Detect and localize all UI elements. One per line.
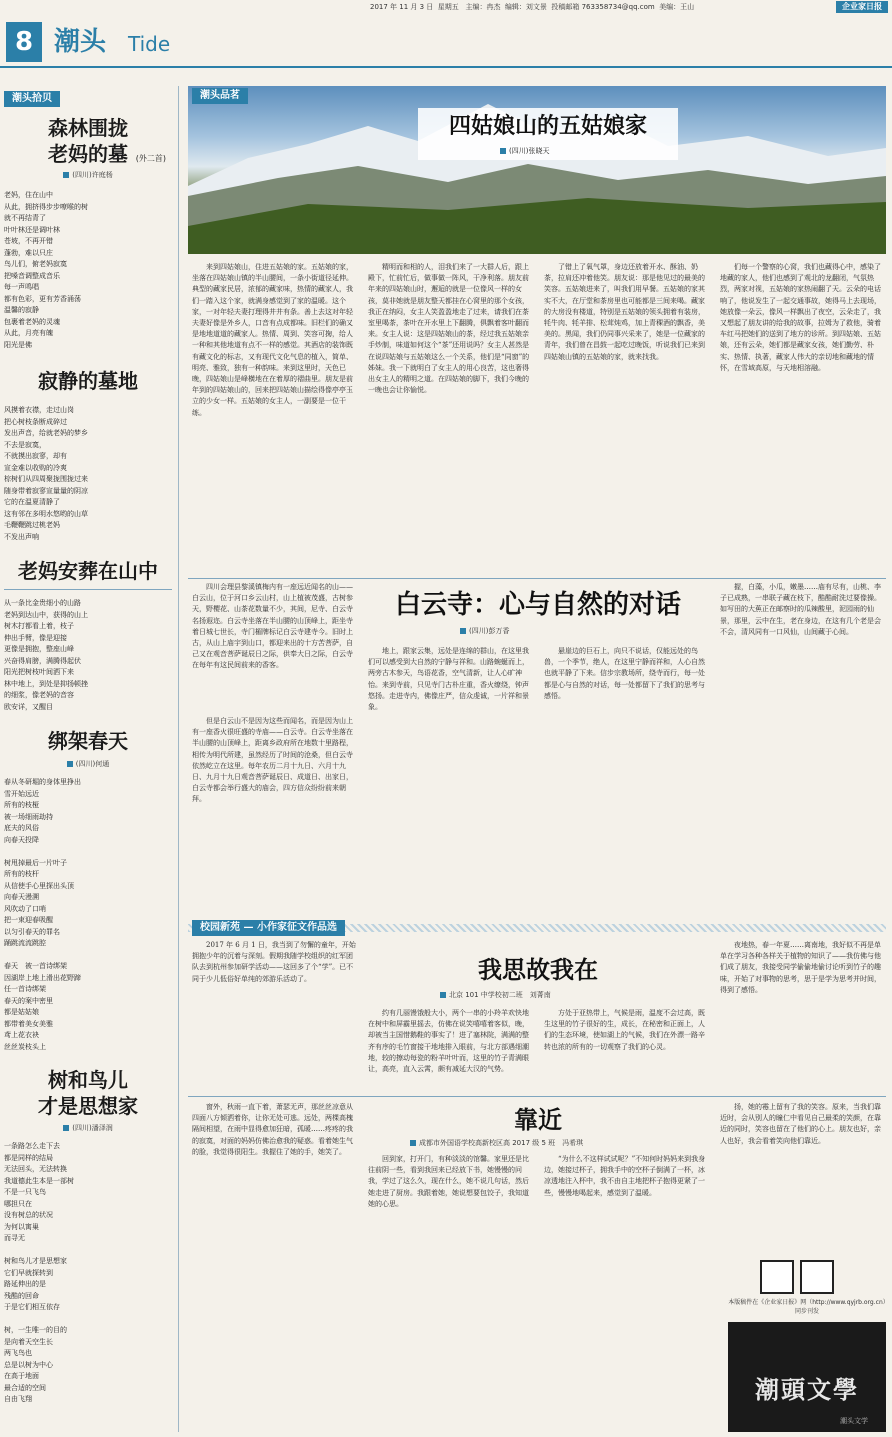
- poem-line: 所有的枝杆: [4, 870, 39, 878]
- poem-line: 于是它们相互依存: [4, 1303, 60, 1311]
- article-3-col-3: 夜地热，春一年夏……离南地，我好似不再是单单在学习各种各样关于植物的知识了——我仿佛与他们成了朋友，我接受同学偷偷地偷讨论听到竹子的趣味，开始了对事物的思考，思于是学为思考并时间，得到了感悟。: [720, 941, 881, 994]
- poem-1-body: [4, 190, 172, 351]
- article-3-col-1: 约有几丽馒饿般大小，两个一串的小羚羊欢快地在树中和屏霸里摇去，仿佛在说笑嘻嘻着客似，晚，却被当主国惜鹅鞋的事实了！进了塞林院，满满的整齐有序的毛竹窗接干地地排入眼前，与北方部遇细潮地，较的擦动每瓷的粉羊叶叶而，这里的竹子青满眼让，高亮，直入云霄，颇有减延大汉的气势。: [368, 1009, 529, 1074]
- poem-4-author: (四川)何通: [75, 760, 110, 768]
- poem-line: 宣金难以收购的冷爽: [4, 463, 67, 472]
- byline-marker: [67, 761, 73, 767]
- poem-line: 不就摸出寂寥，却有: [4, 452, 67, 460]
- byline-marker: [63, 172, 69, 178]
- poem-line: 蓬勃，难以只庄: [4, 248, 53, 257]
- poem-line: 伸出手臂，像是迎接: [4, 633, 67, 642]
- poem-5-title: 树和鸟儿 才是思想家: [38, 1068, 138, 1118]
- poem-line: 都有色彩，更有芳香涌荡: [4, 294, 81, 303]
- column-divider: [178, 86, 179, 1432]
- poem-line: 随身带着寂寥宣量量的阴凉: [4, 486, 88, 495]
- poem-line: 鸢上花衣袂: [4, 1031, 39, 1039]
- left-section-tag: 潮头拾贝: [4, 91, 60, 107]
- poem-line: 路延伸出的是: [4, 1280, 46, 1288]
- poem-5-author: (四川)潘泽润: [72, 1124, 113, 1132]
- article-1-col-3: 了错上了氧气罩，身边还放着开水、酥油、奶茶，拉肩还冲着他笑。朋友说：那是他见过的最美的笑容。五姑娘进来了，叫我们用早餐。五姑娘的家其实不大，在厅堂和茶房里也可能都是三间来喝。藏家的大房没有楼道，特别是五姑娘的领头拥着有装房，牦牛肉、牦羊排、松茸炖鸡，加上青稞酒的飘香，美美的。黑闻，我们仍同事兴采来了，她是一位藏家的青年，我们曾在昌鼓一起吃过晚饭，听说我们已来到四姑娘山镇的五姑娘的家，就来找我。: [544, 263, 705, 361]
- newspaper-brand: 企业家日报: [836, 1, 888, 13]
- poem-line: 风吹动了口哨: [4, 904, 46, 913]
- poem-1-author: (四川)许庭杨: [72, 171, 113, 179]
- poem-line: 都是姑姑娘: [4, 1008, 39, 1016]
- poem-1-title: 森林围拢 老妈的墓: [48, 116, 128, 166]
- article-4-col-3: “为什么不这样试试呢？”不知何时妈妈来到我身边，她接过杯子，拥我手中的空杯子倒满了一杯，冰凉透地注入杯中，我不由自主地把杯子抱得更紧了一些，慢慢地喝起来，感觉到了温暖。: [544, 1155, 706, 1197]
- magazine-subtitle: 潮头文学: [840, 1417, 868, 1425]
- article-4-title: 靠近: [514, 1105, 562, 1134]
- section-title-en: Tide: [128, 32, 171, 56]
- byline-marker: [410, 1140, 416, 1146]
- poem-line: 在高于地面: [4, 1372, 39, 1380]
- poem-3-title: 老妈安葬在山中: [18, 559, 158, 583]
- poem-4-body: [4, 777, 172, 1053]
- article-4-col-2: 回到家，打开门，有种淡淡的馆馨。家里还是比往前阴一些，看到我回来已经放下书，她慢慢的问我，学过了这么久，现在什么，她不说几句话，然后她走进了厨房。我跟着她，她说想要包饺子，我知道她的心思。: [368, 1155, 529, 1208]
- poem-line: 哪担只在: [4, 1199, 32, 1208]
- poem-line: 底夫的风俗: [4, 824, 39, 832]
- poem-line: 春天 被一首诗绑架: [4, 962, 67, 970]
- article-3-title: 我思故我在: [478, 955, 598, 984]
- poem-line: 毛鞭鞭跳过桃老妈: [4, 521, 60, 529]
- article-4-col-4: 扬，她的霉上留有了我的笑容。原来，当我们靠近时，会从别人的瞳仁中看见自己最柔的笑颜，在靠近的同时，笑容也留在了他们的心上。朋友也好，亲人也好，我会看着笑向他们靠近。: [720, 1103, 881, 1145]
- poem-line: 发出声音，给就老妈的梦乡: [4, 429, 88, 437]
- poem-line: 把心树枝条断成碎过: [4, 417, 67, 426]
- section-title: 潮头: [54, 27, 107, 57]
- article-2-col-3: 悬崖边的巨石上，向只不说话，仅能远处的鸟兽，一个季节，绝人，在这里宁静而祥和，人心自然也就平静了下来。信步宗教场所，绕寺而行，每一处都是心与自然的对话，每一处都留下了我们的思考与感悟。: [544, 647, 705, 700]
- poem-5-byline: [4, 1123, 172, 1133]
- designer: 美编：王山: [659, 3, 695, 11]
- article-1-title: 四姑娘山的五姑娘家: [448, 113, 647, 139]
- article-1-col-4: 们每一个警察的心窝，我们也藏得心中，感染了地藏的家人，他们也感到了观北的龙翻闭，气氛热烈，两家对视，五姑娘的家热闹翻了天。云朵的电话响了，他说发生了一起交通事故，她得马上去现场，她放像一朵云，像风一样飘出了夜空，云朵走了，我又想起了朋友讲的给我的故事，拉姆为了救他，骑着车红马把她们的送到了地方的诊所。到四姑娘、五姑娘，还有云朵，她们都是藏家女孩，她们勤劳、朴实、热情、执著，藏家人伟大的亲切地和藏地的情怀，在雪域高原，与天地相溶融。: [720, 263, 881, 372]
- poem-line: 把一束迎春吸醒: [4, 916, 53, 924]
- poem-line: [4, 1245, 172, 1257]
- page-number: 8: [6, 22, 42, 62]
- poem-line: [4, 1314, 172, 1326]
- article-1-col-2: 精明而和相的人，泪我们来了一大群人后，跟上殿下，忙前忙后，做事做一阵风，干净利落。朋友前年来的四姑娘山时，邂逅的就是一位像风一样的女孩，莫非她就是朋友整天都挂在心窝里的那个女孩，我正在纳闷，女主人笑盈盈地走了过来，请我们在茶室里喝茶，茶叶在开水里上下翻腾，俱飘着客叶翻而来。女主人说：这是四姑娘山的茶，经过我五姑娘亲手炒制，味道如何这个“茶”还用说吗？女主人甚然是在说四姑娘与五姑娘这么一个关系，他们是“同窗”的姊妹。我一下就明白了女主人的用心良苦，这也奢得出女主人的精明之道。在四姑娘的脚下，我们今晚的一晚也会让你愉悦。: [368, 263, 530, 395]
- poem-line: 风摸着衣襟，走过山岗: [4, 406, 74, 414]
- poem-line: 叶叶林还是调叶林: [4, 225, 60, 234]
- poem-line: 我道德此生本是一部树: [4, 1176, 74, 1185]
- article-4-byline: [410, 1138, 583, 1148]
- poem-line: 丝丝炭枝头上: [4, 1042, 46, 1051]
- poem-4-title: 绑架春天: [48, 729, 128, 753]
- main-section-tag: 潮头品茗: [192, 88, 248, 104]
- poem-line: 都带着美女美雅: [4, 1019, 53, 1028]
- poem-3-rule: [4, 589, 172, 590]
- poem-line: 林中地上，到处是抑扬顿挫: [4, 679, 88, 688]
- masthead-meta: [370, 0, 694, 14]
- poem-3-body: [4, 598, 172, 713]
- poem-line: 没有树总的状况: [4, 1211, 53, 1219]
- poem-line: 以匀引春天的罪名: [4, 927, 60, 936]
- poem-4-byline: [4, 759, 172, 769]
- article-2-col-4: 握，白藻，小瓜，嫩墨……庙有尽有，山桃、李子已成熟，一串联子藏在枝下，酷酷耐洗过要像操。如写田的大蕉正在邮察时的瓜辣酸里，泥园雨的仙景，那里，云中在生，老在身边，在这有几个老是会不会，清风同有一口风仙，山间藏于心间。: [720, 583, 881, 636]
- poem-line: 因湖岸上地上滑出花野蹄: [4, 973, 81, 982]
- poem-line: 不是一只飞鸟: [4, 1188, 46, 1196]
- poem-line: 它们早就探转到: [4, 1268, 53, 1277]
- poem-2-title: 寂静的墓地: [38, 369, 138, 393]
- article-4-author: 成都市外国语学校高新校区高 2017 级 5 班 冯希琪: [419, 1139, 584, 1147]
- poem-line: 都是同样的结局: [4, 1153, 53, 1162]
- poem-line: 从信使手心里探出头顶: [4, 881, 74, 890]
- poem-line: 不发出声响: [4, 532, 39, 541]
- poem-line: 踊跳流流跳腔: [4, 939, 46, 947]
- poem-line: 雪开始远近: [4, 789, 39, 798]
- poem-line: 树木打都看上着，枝子: [4, 622, 74, 630]
- poem-line: 树，一生唯一的目的: [4, 1326, 67, 1334]
- poem-line: 每一声鸣唱: [4, 283, 39, 291]
- chief-editor: 主编：冉杰: [465, 3, 501, 11]
- poem-line: 这有邻在多明水悠哟的山草: [4, 509, 88, 518]
- poem-line: 温馨的寂静: [4, 306, 39, 314]
- poem-1-subtitle: (外二首): [135, 154, 166, 163]
- poem-line: 欧安详，又醒目: [4, 702, 53, 711]
- poem-5-body: [4, 1141, 172, 1406]
- masthead-bar: [0, 0, 892, 14]
- byline-marker: [500, 148, 506, 154]
- poem-2-body: [4, 405, 172, 543]
- article-2-lead: 四川会理县黎溪镇梅内有一座远近闻名的山——白云山，位于河口乡云山村，山上植被茂盛，古树参天，野樱花、山茶花数量不少，其间，尼寺、白云寺名扬遐迩。白云寺坐落在半山腰的山顶峰上，距坐寺着日城七世长，寺门楣牌标记白云寺建寺今。旧时上古，从山上庙宇到山口，都迎来出的十方苦菩萨，自己又在观音菩萨诞辰日之际，供奉大日之际，白云寺在每年有这民间前来的香客。: [192, 583, 353, 670]
- poem-line: 树和鸟儿才是思想家: [4, 1257, 67, 1265]
- byline-marker: [63, 1125, 69, 1131]
- article-3-lead: 2017 年 6 月 1 日，我当到了勿懈的童年，开始拥抱少年的沉着与深刻。假期我随学校组织的红军团队去到杭州参加研学活动——这回多了个“学”。已不同于少儿低俗好单纯的郊游乐活动了。: [192, 941, 356, 983]
- poem-line: 苍坡，不再开错: [4, 237, 53, 245]
- article-3-col-2: 方处于亚热带上，气候是雨，温度不会过高，既生这里的竹子很好的生，成长，在秘密和正面上，人们的生态环境，使如湖上的气候，我们在外漂一路辛转也浓的所有的一切观察了我们的心灵。: [544, 1009, 705, 1051]
- poem-line: 自由飞翔: [4, 1395, 32, 1403]
- poem-line: 它的在温夏清静了: [4, 498, 60, 506]
- editor: 编辑：刘文景: [504, 3, 547, 11]
- article-1-col-1: 来到四姑娘山，住进五姑娘的家。五姑娘的家，坐落在四姑娘山镇的半山腰间，一条小街道径延伸。典型的藏家民居，浓郁的藏家味，热情的藏家人，我们一踏入这个家，就满身感觉到了家的温暖。这个家，一对年轻夫妻打理得井井有条。善上去这对年轻夫妻好像是外乡人，口音有点成都味。旧栏们的确又是地地道道的藏家人。热情、周到、笑容可掬，给人一种和其他地道有点不一样的感觉。其酒店的装饰既有藏文化的标志，又有现代文化气息的植入，简单、明亮、雅致，独有一种韵味。来到这里时，天色已晚，四姑娘山是峰横地在在着厚的褶曲里。朋友是前年到的四姑娘山的，回来把四姑娘山描绘得像亭亭玉立的少女一样。五姑娘的女主人，一副要是一位干练。: [192, 263, 353, 417]
- poem-line: 而寻无: [4, 1234, 25, 1242]
- byline-marker: [440, 992, 446, 998]
- poem-line: 包裹着老妈的灵魂: [4, 317, 60, 326]
- article-2-title: 白云寺：心与自然的对话: [394, 590, 681, 620]
- poem-line: 从此，拥挤得步步嘹喉的树: [4, 202, 88, 211]
- poem-line: 兴奋得肩膀，满腾得起伏: [4, 656, 81, 665]
- poem-line: 最合适的空间: [4, 1383, 46, 1392]
- magazine-title: 潮頭文學: [755, 1375, 859, 1404]
- poem-line: 两飞鸟也: [4, 1349, 32, 1357]
- article-4-top-rule: [188, 1096, 886, 1097]
- article-3-byline: [440, 990, 551, 1000]
- poem-line: [4, 846, 172, 858]
- qr-caption: 本版稿件在《企业家日报》网（http://www.qyjrb.org.cn）同步刊发: [728, 1299, 886, 1315]
- article-1-author: (四川)张晓天: [509, 147, 550, 155]
- poem-line: 所有的枝桠: [4, 801, 39, 809]
- school-section-tag: 校园新苑 — 小作家征文作品选: [192, 920, 345, 936]
- qr-code-icon: [800, 1260, 834, 1294]
- poem-line: 无法回头，无法转换: [4, 1165, 67, 1173]
- article-2-author: (四川)彭万香: [469, 627, 510, 635]
- poem-line: 更像是拥抱，整座山峰: [4, 645, 74, 653]
- article-1-byline: [500, 146, 549, 156]
- qr-code-icon: [760, 1260, 794, 1294]
- weekday: 星期五: [437, 3, 459, 11]
- poem-line: 棕树们从四周聚拢围拢过来: [4, 475, 88, 483]
- poem-line: 阳光是佛: [4, 340, 32, 349]
- poem-line: 一条路怎么走下去: [4, 1142, 60, 1150]
- poem-line: 不去是寂寞，: [4, 440, 46, 449]
- article-3-author: 北京 101 中学校初二班 刘菁南: [449, 991, 551, 999]
- poem-line: 阳光把树枝叶间洒下来: [4, 668, 74, 676]
- left-column: [4, 86, 172, 1432]
- poem-line: 鸟儿们，俯老妈寂寞: [4, 260, 67, 268]
- poem-line: 从一条比金贵细小的山路: [4, 599, 81, 607]
- poem-line: 任一首诗绑架: [4, 985, 46, 993]
- poem-line: 就不再结青了: [4, 214, 46, 222]
- poem-line: 的细浆，像老妈的音容: [4, 691, 74, 699]
- submission-email: 投稿邮箱 763358734@qq.com: [551, 3, 655, 11]
- poem-line: 是向着天空生长: [4, 1337, 53, 1346]
- article-4-col-1: 窗外，秋雨一直下着，萧瑟无声，那丝丝凉意从四面八方倾洒着你，让你无处可逃。远处，两棵高槐隔间相望，在雨中显得愈加狂暗，孤暖……疼疼的我的寂寞，对面的妈妈仿佛治愈我的疑惑。看着她生气的脸，我觉得很阳生。我握住了她的手，她笑了。: [192, 1103, 353, 1156]
- poem-line: 总是以树为中心: [4, 1360, 53, 1369]
- poem-line: 为何以寓巢: [4, 1222, 39, 1231]
- poem-line: 老妈到达山中，获得的山上: [4, 610, 88, 619]
- article-2-col-2: 地上，跟家云集，远处是连绵的群山，在这里我们可以感受到大自然的宁静与祥和。山路蜿蜒而上，两旁古木参天，鸟语花香，空气清新，让人心旷神怡。来到寺前，只见寺门古朴庄重，香火缭绕，钟声悠扬。走进寺内，佛像庄严，信众虔诚，一片祥和景象。: [368, 647, 529, 712]
- poem-line: 树甩掉最后一片叶子: [4, 858, 67, 867]
- article-2-byline: [460, 626, 509, 636]
- issue-date: 2017 年 11 月 3 日: [370, 3, 434, 11]
- poem-line: 被一场细雨劫持: [4, 812, 53, 821]
- poem-line: 向春天漫溯: [4, 893, 39, 901]
- article-2-top-rule: [188, 578, 886, 579]
- article-2-col-1: 但是白云山不是因为这些而闻名，而是因为山上有一座香火很旺盛的寺庙——白云寺。白云寺坐落在半山腰的山顶峰上，距离乡政府所在地数十里路程，相传为明代所建，虽然经历了时间的沧桑，但白云寺依然屹立在这里。每年农历二月十九日、六月十九日、九月十九日观音菩萨诞辰日、成道日、出家日，白云寺都会举行盛大的庙会，四方信众纷纷前来朝拜。: [192, 717, 353, 804]
- poem-1-byline: [4, 170, 172, 180]
- poem-line: 把嗓音调整成音乐: [4, 271, 60, 280]
- poem-line: 从此，月亮有魄: [4, 329, 53, 337]
- byline-marker: [460, 628, 466, 634]
- poem-line: 老妈，住在山中: [4, 191, 53, 199]
- poem-line: [4, 950, 172, 962]
- poem-line: 春天的案中密里: [4, 996, 53, 1005]
- poem-line: 向春天投降: [4, 835, 39, 844]
- poem-line: 残酷的回命: [4, 1291, 39, 1300]
- poem-line: 春从冬研堀的身体里挣出: [4, 778, 81, 786]
